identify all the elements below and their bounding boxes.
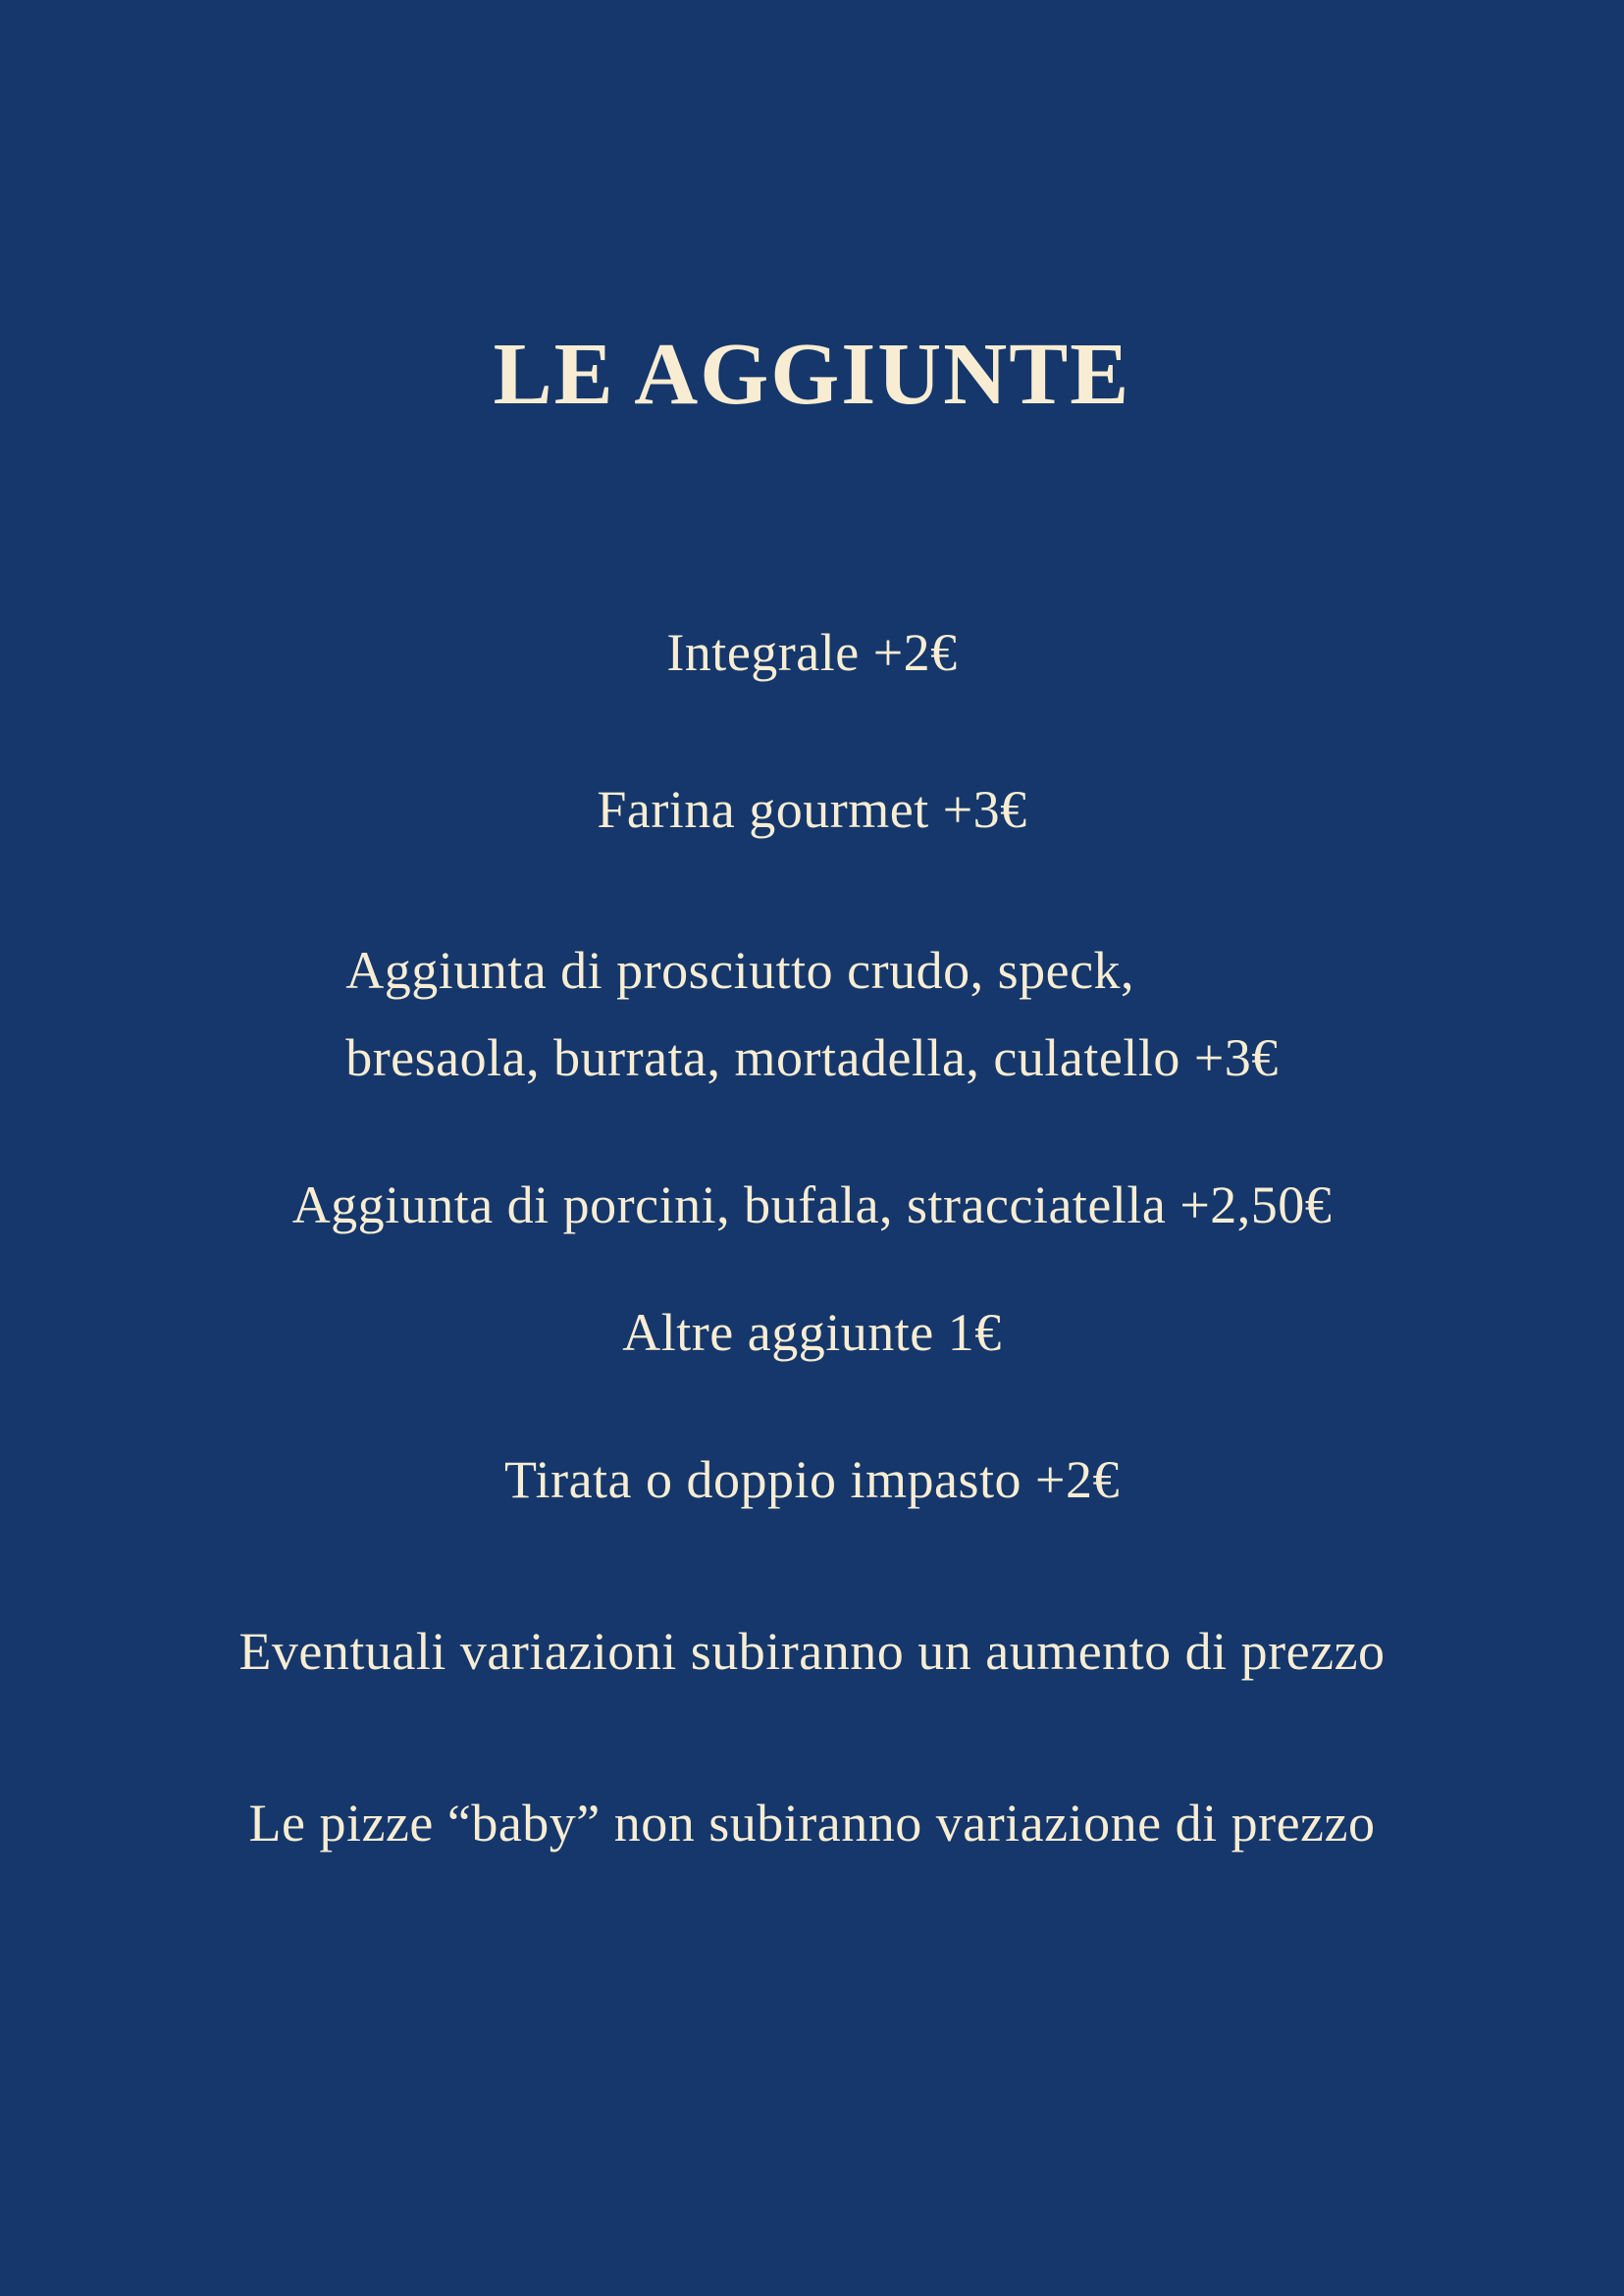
note-variazioni: Eventuali variazioni subiranno un aumento di prezzo <box>238 1621 1386 1681</box>
menu-item-farina-gourmet: Farina gourmet +3€ <box>597 779 1027 839</box>
page-title: LE AGGIUNTE <box>493 326 1131 423</box>
menu-item-tirata-doppio-impasto: Tirata o doppio impasto +2€ <box>504 1449 1120 1509</box>
menu-item-prosciutto-crudo <box>345 927 1279 1102</box>
menu-item-porcini: Aggiunta di porcini, bufala, stracciatella +2,50€ <box>291 1174 1333 1234</box>
note-pizze-baby: Le pizze “baby” non subiranno variazione di prezzo <box>248 1793 1376 1852</box>
menu-item-prosciutto-line2: bresaola, burrata, mortadella, culatello +3€ <box>345 1027 1279 1087</box>
menu-item-altre-aggiunte: Altre aggiunte 1€ <box>622 1302 1002 1362</box>
menu-item-integrale: Integrale +2€ <box>666 622 958 682</box>
menu-item-prosciutto-line1: Aggiunta di prosciutto crudo, speck, <box>345 940 1135 1000</box>
